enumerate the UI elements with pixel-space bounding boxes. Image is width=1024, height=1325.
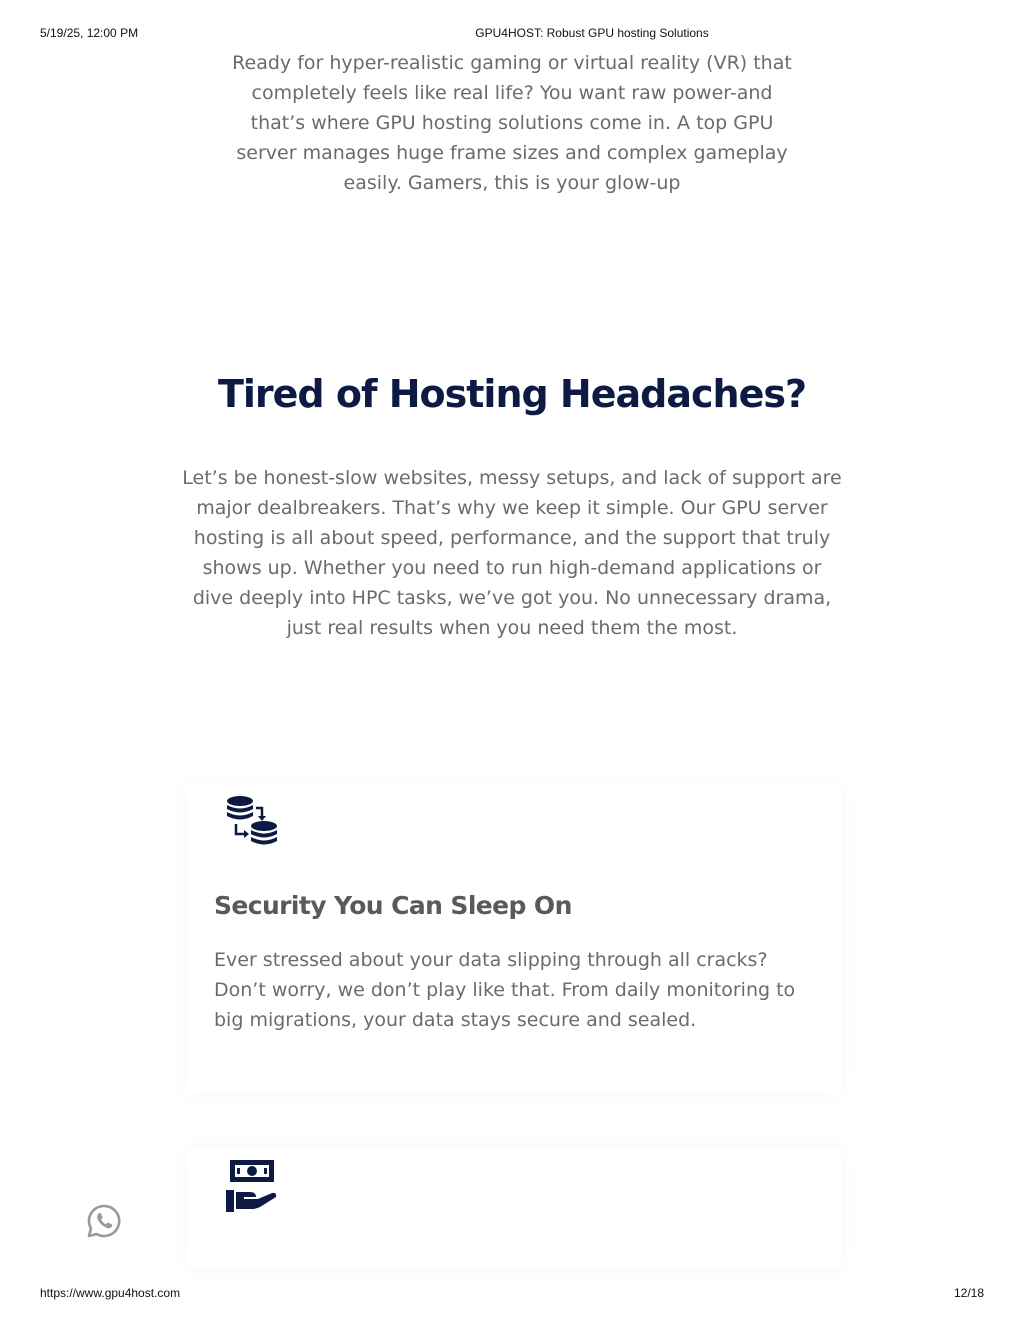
feature-card [186, 1148, 842, 1268]
print-header [0, 26, 1024, 42]
print-url: https://www.gpu4host.com [40, 1286, 181, 1300]
whatsapp-icon[interactable] [87, 1204, 121, 1238]
section-paragraph: Let’s be honest-slow websites, messy setups, and lack of support are major dealbreakers. That’s why we keep it simple. Our GPU server hosting is all about speed, performance, and the support that truly shows up. Whether you need to run high-demand applications or dive deeply into HPC tasks, we’ve got you. No unnecessary drama, just real results when you need them the most. [182, 467, 842, 639]
feature-card-text: Ever stressed about your data slipping through all cracks? Don’t worry, we don’t play like that. From daily monitoring to big migrations, your data stays secure and sealed. [214, 949, 796, 1031]
money-hand-icon [224, 1158, 280, 1214]
print-datetime: 5/19/25, 12:00 PM [40, 26, 139, 40]
print-footer [0, 1286, 1024, 1302]
section-heading: Tired of Hosting Headaches? [217, 372, 807, 416]
print-page-title: GPU4HOST: Robust GPU hosting Solutions [475, 26, 709, 40]
feature-card-title: Security You Can Sleep On [214, 891, 572, 920]
page-number: 12/18 [953, 1286, 984, 1300]
database-transfer-icon [224, 794, 280, 850]
intro-paragraph: Ready for hyper-realistic gaming or virtual reality (VR) that completely feels like real life? You want raw power-and that’s where GPU hosting solutions come in. A top GPU server manages huge frame sizes and complex gameplay easily. Gamers, this is your glow-up [232, 52, 792, 194]
feature-card [186, 784, 842, 1094]
